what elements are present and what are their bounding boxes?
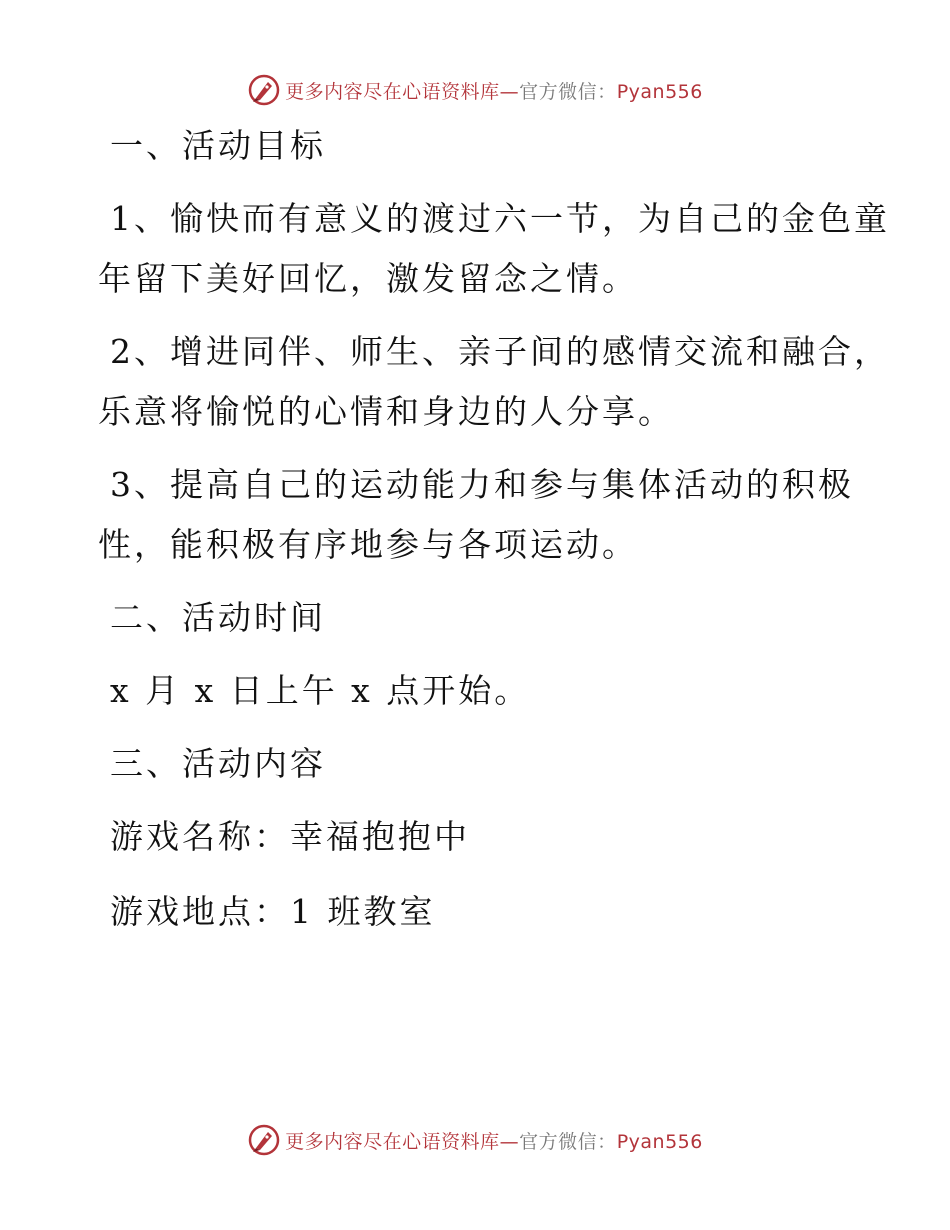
watermark-wechat-label: 官方微信： xyxy=(519,1130,617,1153)
goal-2-line-2: 乐意将愉悦的心情和身边的人分享。 xyxy=(98,392,674,431)
pen-nib-logo-icon xyxy=(247,73,281,107)
pen-nib-logo-icon xyxy=(247,1123,281,1157)
watermark-wechat-id: Pyan556 xyxy=(616,1130,703,1153)
header-watermark xyxy=(0,70,950,110)
goal-3-line-2: 性，能积极有序地参与各项运动。 xyxy=(98,525,638,564)
goal-1-line-1: 1、愉快而有意义的渡过六一节，为自己的金色童 xyxy=(110,199,890,238)
goal-3-line-1: 3、提高自己的运动能力和参与集体活动的积极 xyxy=(110,465,854,504)
goal-2-line-1: 2、增进同伴、师生、亲子间的感情交流和融合， xyxy=(110,332,890,371)
goal-1-line-2: 年留下美好回忆，激发留念之情。 xyxy=(98,259,638,298)
section-heading-content: 三、活动内容 xyxy=(110,744,326,783)
watermark-wechat-id: Pyan556 xyxy=(616,80,703,103)
activity-time-text: x 月 x 日上午 x 点开始。 xyxy=(110,671,531,710)
watermark-site-text: 更多内容尽在心语资料库— xyxy=(285,1130,520,1153)
footer-watermark xyxy=(0,1120,950,1160)
watermark-site-text: 更多内容尽在心语资料库— xyxy=(285,80,520,103)
section-heading-time: 二、活动时间 xyxy=(110,598,326,637)
watermark-wechat-label: 官方微信： xyxy=(519,80,617,103)
game-name-text: 游戏名称：幸福抱抱中 xyxy=(110,817,470,856)
game-place-text: 游戏地点：1 班教室 xyxy=(110,892,436,931)
section-heading-goals: 一、活动目标 xyxy=(110,126,326,165)
